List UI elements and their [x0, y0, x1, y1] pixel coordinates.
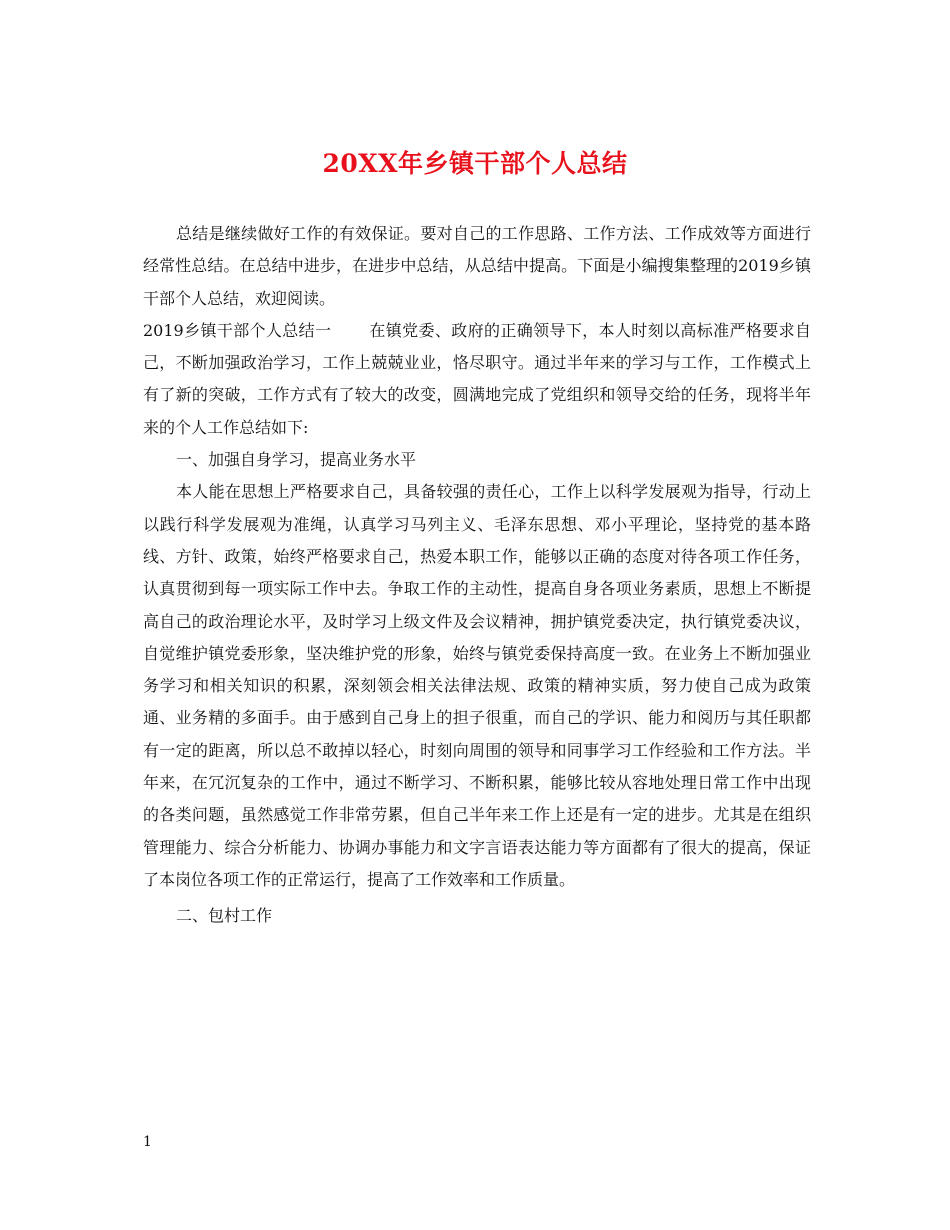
heading-study: 一、加强自身学习，提高业务水平 — [176, 450, 417, 470]
document-body — [143, 218, 811, 933]
heading-village-work: 二、包村工作 — [176, 906, 273, 926]
section-intro-paragraph — [143, 315, 811, 444]
page-number: 1 — [143, 1134, 152, 1150]
section-intro-text: 在镇党委、政府的正确领导下，本人时刻以高标准严格要求自己，不断加强政治学习，工作上兢兢业业，恪尽职守。通过半年来的学习与工作，工作模式上有了新的突破，工作方式有了较大的改变，圆满地完成了党组织和领导交给的任务，现将半年来的个人工作总结如下: — [143, 320, 811, 437]
section-heading: 2019乡镇干部个人总结一 — [143, 320, 332, 340]
document-title: 20XX年乡镇干部个人总结 — [322, 149, 628, 178]
study-paragraph: 本人能在思想上严格要求自己，具备较强的责任心，工作上以科学发展观为指导，行动上以践行科学发展观为准绳，认真学习马列主义、毛泽东思想、邓小平理论，坚持党的基本路线、方针、政策，始终严格要求自己，热爱本职工作，能够以正确的态度对待各项工作任务，认真贯彻到每一项实际工作中去。争取工作的主动性，提高自身各项业务素质，思想上不断提高自己的政治理论水平，及时学习上级文件及会议精神，拥护镇党委决定，执行镇党委决议，自觉维护镇党委形象，坚决维护党的形象，始终与镇党委保持高度一致。在业务上不断加强业务学习和相关知识的积累，深刻领会相关法律法规、政策的精神实质，努力使自己成为政策通、业务精的多面手。由于感到自己身上的担子很重，而自己的学识、能力和阅历与其任职都有一定的距离，所以总不敢掉以轻心，时刻向周围的领导和同事学习工作经验和工作方法。半年来，在冗沉复杂的工作中，通过不断学习、不断积累，能够比较从容地处理日常工作中出现的各类问题，虽然感觉工作非常劳累，但自己半年来工作上还是有一定的进步。尤其是在组织管理能力、综合分析能力、协调办事能力和文字言语表达能力等方面都有了很大的提高，保证了本岗位各项工作的正常运行，提高了工作效率和工作质量。 — [143, 482, 811, 889]
intro-paragraph: 总结是继续做好工作的有效保证。要对自己的工作思路、工作方法、工作成效等方面进行经常性总结。在总结中进步，在进步中总结，从总结中提高。下面是小编搜集整理的2019乡镇干部个人总结，欢迎阅读。 — [143, 224, 811, 308]
